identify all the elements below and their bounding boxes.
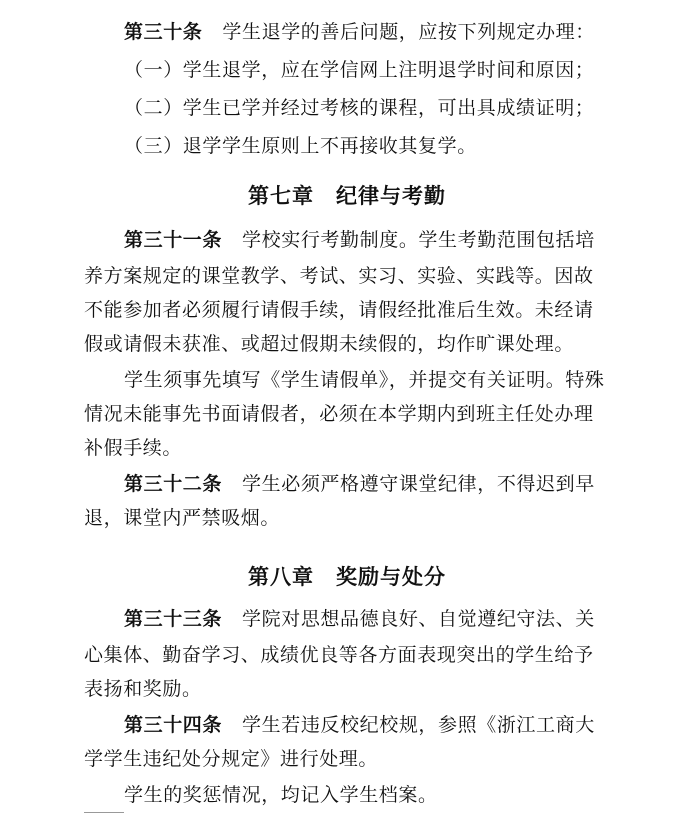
- article-30-item-2: （二）学生已学并经过考核的课程，可出具成绩证明；: [124, 97, 595, 119]
- footnote-divider: [84, 812, 124, 813]
- article-31-line-1: [124, 228, 595, 252]
- article-31-heading: 第三十一条: [124, 229, 223, 251]
- article-32-line-1: [124, 472, 595, 496]
- article-33-heading: 第三十三条: [124, 608, 223, 630]
- article-31-para-2-line-2: 情况未能事先书面请假者，必须在本学期内到班主任处办理: [84, 403, 594, 425]
- article-30: [124, 20, 595, 44]
- chapter-7-heading: [0, 182, 694, 210]
- chapter-7-title: 纪律与考勤: [336, 184, 446, 208]
- article-32-text: 学生必须严格遵守课堂纪律，不得迟到早: [242, 473, 595, 495]
- article-31-line-4: 假或请假未获准、或超过假期未续假的，均作旷课处理。: [84, 333, 575, 355]
- article-31-text: 学校实行考勤制度。学生考勤范围包括培: [242, 229, 595, 251]
- article-32-heading: 第三十二条: [124, 473, 223, 495]
- article-30-text: 学生退学的善后问题，应按下列规定办理：: [222, 21, 595, 43]
- article-31-line-2: 养方案规定的课堂教学、考试、实习、实验、实践等。因故: [84, 265, 594, 287]
- article-30-item-1: （一）学生退学，应在学信网上注明退学时间和原因；: [124, 59, 595, 81]
- article-34-para-2: 学生的奖惩情况，均记入学生档案。: [124, 784, 438, 806]
- article-31-para-2-line-3: 补假手续。: [84, 437, 183, 459]
- article-32-line-2: 退，课堂内严禁吸烟。: [84, 507, 281, 529]
- article-31-para-2-line-1: 学生须事先填写《学生请假单》，并提交有关证明。特殊: [124, 369, 605, 391]
- chapter-8-title: 奖励与处分: [336, 565, 446, 589]
- article-33-text: 学院对思想品德良好、自觉遵纪守法、关: [242, 608, 595, 630]
- article-34-line-2: 学学生违纪处分规定》进行处理。: [84, 748, 379, 770]
- article-34-heading: 第三十四条: [124, 714, 223, 736]
- chapter-8-heading: [0, 563, 694, 591]
- article-30-heading: 第三十条: [124, 21, 203, 43]
- article-31-line-3: 不能参加者必须履行请假手续，请假经批准后生效。未经请: [84, 299, 594, 321]
- article-34-line-1: [124, 713, 595, 737]
- chapter-7-number: 第七章: [248, 184, 314, 208]
- article-33-line-2: 心集体、勤奋学习、成绩优良等各方面表现突出的学生给予: [84, 644, 594, 666]
- article-33-line-1: [124, 607, 595, 631]
- article-34-text: 学生若违反校纪校规，参照《浙江工商大: [242, 714, 595, 736]
- chapter-8-number: 第八章: [248, 565, 314, 589]
- article-30-item-3: （三）退学学生原则上不再接收其复学。: [124, 135, 477, 157]
- article-33-line-3: 表扬和奖励。: [84, 678, 202, 700]
